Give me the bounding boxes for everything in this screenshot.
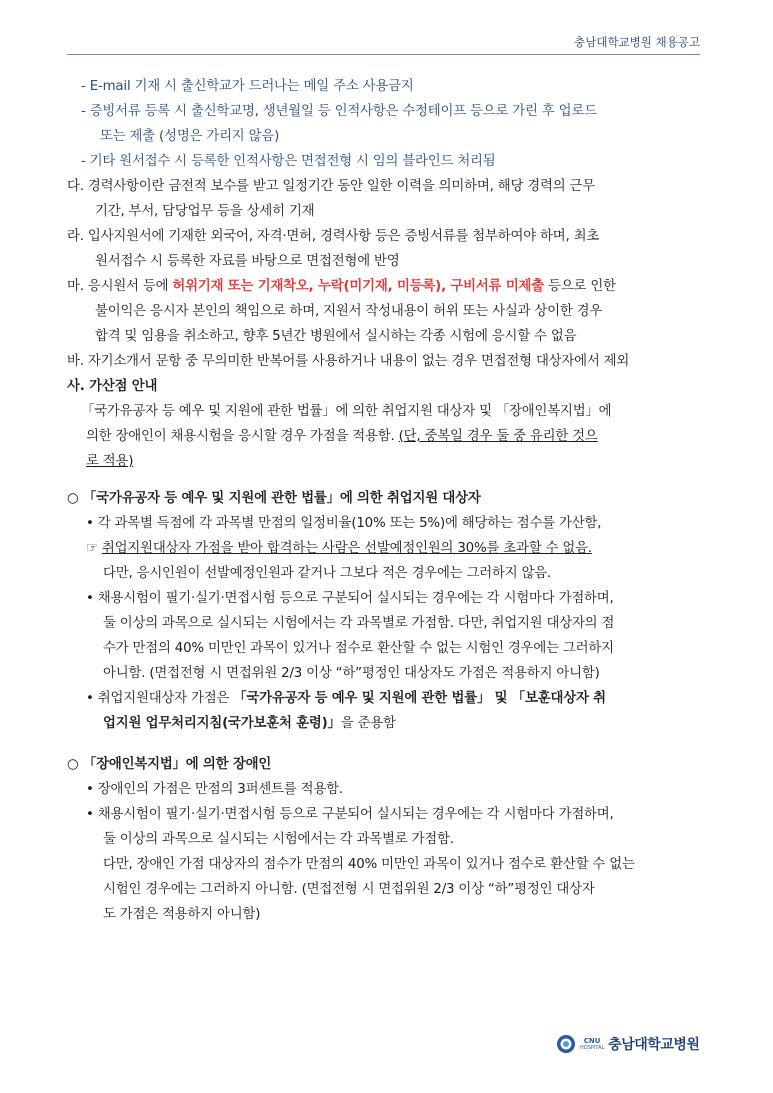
item-ba: 바. 자기소개서 문항 중 무의미한 반복어를 사용하거나 내용이 없는 경우 면접전형 대상자에서 제외 <box>67 354 630 369</box>
veterans-bullet-1: • 각 과목별 득점에 각 과목별 만점의 일정비율(10% 또는 5%)에 해당하는 점수를 가산함, <box>86 516 602 531</box>
item-ra-cont: 원서접수 시 등록한 자료를 바탕으로 면접전형에 반영 <box>95 254 400 269</box>
veterans-bullet-3 <box>67 686 703 711</box>
veterans-bullet-3-law: 「국가유공자 등 예우 및 지원에 관한 법률」 및 「보훈대상자 취 <box>233 691 606 706</box>
section-heading-bonus: 사. 가산점 안내 <box>67 379 158 394</box>
subsection-disabled: ○ 「장애인복지법」에 의한 장애인 <box>67 757 272 772</box>
veterans-bullet-3-end: 을 준용함 <box>340 716 396 731</box>
document-body <box>67 74 703 927</box>
disabled-bullet-1: • 장애인의 가점은 만점의 3퍼센트를 적용함. <box>86 782 343 797</box>
item-ma-warning: 허위기재 또는 기재착오, 누락(미기재, 미등록), 구비서류 미제출 <box>172 279 545 294</box>
disabled-bullet-2-cont1: 둘 이상의 과목으로 실시되는 시험에서는 각 과목별로 가점함. <box>103 832 454 847</box>
cnu-sub: HOSPITAL <box>580 1045 605 1051</box>
veterans-note <box>67 536 703 561</box>
veterans-bullet-3-cont <box>67 711 703 736</box>
bonus-intro-text: 의한 장애인이 채용시험을 응시할 경우 가점을 적용함. <box>86 429 399 444</box>
veterans-bullet-2-cont1: 둘 이상의 과목으로 실시되는 시험에서는 각 과목별로 가점함. 다만, 취업지원 대상자의 점 <box>103 616 615 631</box>
item-da: 다. 경력사항이란 금전적 보수를 받고 일정기간 동안 일한 이력을 의미하며, 해당 경력의 근무 <box>67 179 595 194</box>
item-ma-end: 등으로 인한 <box>544 279 616 294</box>
bonus-intro-end: 로 적용) <box>86 454 134 469</box>
item-ra: 라. 입사지원서에 기재한 외국어, 자격·면허, 경력사항 등은 증빙서류를 첨부하여야 하며, 최초 <box>67 229 600 244</box>
header-divider <box>67 54 700 55</box>
item-ma-start: 마. 응시원서 등에 <box>67 279 173 294</box>
bonus-intro-cont <box>67 424 703 449</box>
note-evidence-cont: 또는 제출 (성명은 가리지 않음) <box>100 129 280 144</box>
bonus-intro-underline: (단, 중복일 경우 둘 중 유리한 것으 <box>398 429 598 444</box>
item-da-cont: 기간, 부서, 담당업무 등을 상세히 기재 <box>95 204 315 219</box>
disabled-bullet-2-cont4: 도 가점은 적용하지 아니함) <box>103 907 261 922</box>
veterans-note-text: 취업지원대상자 가점을 받아 합격하는 사람은 선발예정인원의 30%를 초과할 수 없음. <box>101 541 592 556</box>
pointing-hand-icon: ☞ <box>86 541 102 556</box>
disabled-bullet-2-cont2: 다만, 장애인 가점 대상자의 점수가 만점의 40% 미만인 과목이 있거나 점수로 환산할 수 없는 <box>103 857 635 872</box>
item-ma-cont2: 합격 및 임용을 취소하고, 향후 5년간 병원에서 실시하는 각종 시험에 응시할 수 없음 <box>95 329 577 344</box>
veterans-bullet-2: • 채용시험이 필기·실기·면접시험 등으로 구분되어 실시되는 경우에는 각 시험마다 가점하며, <box>86 591 614 606</box>
veterans-bullet-3-start: • 취업지원대상자 가점은 <box>86 691 234 706</box>
logo-name: 충남대학교병원 <box>608 1037 700 1053</box>
subsection-veterans: ○ 「국가유공자 등 예우 및 지원에 관한 법률」에 의한 취업지원 대상자 <box>67 491 481 506</box>
note-blind: - 기타 원서접수 시 등록한 인적사항은 면접전형 시 임의 블라인드 처리됨 <box>81 154 496 169</box>
veterans-note-cont: 다만, 응시인원이 선발예정인원과 같거나 그보다 적은 경우에는 그러하지 않음. <box>103 566 552 581</box>
item-ma-cont1: 불이익은 응시자 본인의 책임으로 하며, 지원서 작성내용이 허위 또는 사실과 상이한 경우 <box>95 304 603 319</box>
cnu-wordmark <box>580 1037 604 1051</box>
note-email: - E-mail 기재 시 출신학교가 드러나는 메일 주소 사용금지 <box>81 79 414 94</box>
hospital-logo <box>556 1034 699 1054</box>
disabled-bullet-2: • 채용시험이 필기·실기·면접시험 등으로 구분되어 실시되는 경우에는 각 시험마다 가점하며, <box>86 807 614 822</box>
header-title: 충남대학교병원 채용공고 <box>574 35 700 49</box>
item-ma <box>67 274 703 299</box>
disabled-bullet-2-cont3: 시험인 경우에는 그러하지 아니함. (면접전형 시 면접위원 2/3 이상 “하”평정인 대상자 <box>103 882 595 897</box>
cnu-emblem-icon <box>556 1034 576 1054</box>
veterans-bullet-2-cont2: 수가 만점의 40% 미만인 과목이 있거나 점수로 환산할 수 없는 시험인 경우에는 그러하지 <box>103 641 614 656</box>
veterans-bullet-2-cont3: 아니함. (면접전형 시 면접위원 2/3 이상 “하”평정인 대상자도 가점은 적용하지 아니함) <box>103 666 600 681</box>
veterans-bullet-3-guideline: 업지원 업무처리지침(국가보훈처 훈령)」 <box>103 716 341 731</box>
note-evidence: - 증빙서류 등록 시 출신학교명, 생년월일 등 인적사항은 수정테이프 등으로 가린 후 업로드 <box>81 104 597 119</box>
cnu-text: CNU <box>583 1037 601 1045</box>
bonus-intro: 「국가유공자 등 예우 및 지원에 관한 법률」에 의한 취업지원 대상자 및 「장애인복지법」에 <box>81 404 612 419</box>
